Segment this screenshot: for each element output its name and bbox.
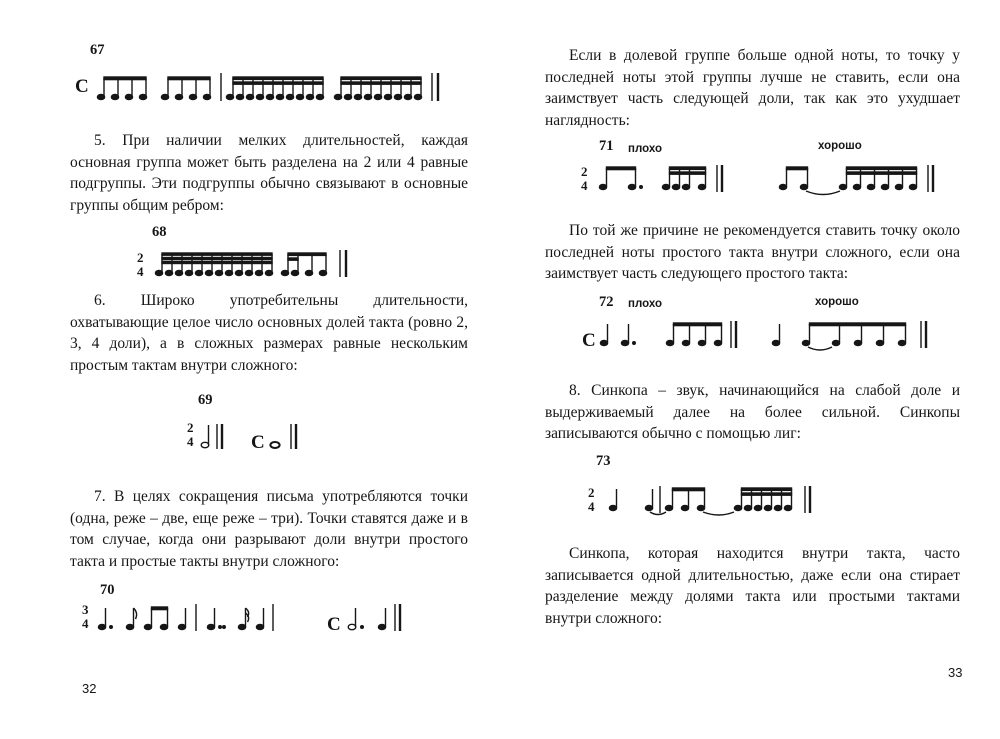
sixteenth-group-1 — [226, 77, 323, 100]
example-70-number: 70 — [100, 582, 115, 598]
label-bad-71: плохо — [628, 143, 662, 155]
time-sig-bottom: 4 — [137, 264, 144, 279]
example-71-number: 71 — [599, 138, 614, 154]
tie — [703, 512, 734, 515]
common-time-symbol: C — [75, 76, 89, 97]
example-73-notation — [586, 483, 846, 519]
paragraph-5: 5. При наличии мелких длительностей, каждая основная группа может быть разделена на 2 или 4 равные подгруппы. Эти подгруппы обычно связывают в основные группы общим ребром: — [70, 132, 468, 214]
label-good-71: хорошо — [818, 140, 862, 152]
example-71-notation — [578, 162, 948, 198]
example-67-notation — [70, 68, 450, 108]
time-sig-top: 2 — [187, 420, 194, 435]
time-sig-bottom: 4 — [581, 178, 588, 193]
example-73-number: 73 — [596, 453, 611, 469]
eighth-group-1 — [97, 77, 146, 100]
sixteenth-group-2 — [334, 77, 421, 100]
sixteenth-eighth-group — [281, 253, 326, 276]
label-bad-72: плохо — [628, 298, 662, 310]
example-69-number: 69 — [198, 392, 213, 408]
common-time-symbol: C — [251, 432, 265, 453]
right-page — [500, 0, 1000, 739]
page-number-left: 32 — [82, 681, 97, 696]
paragraph-same-reason: По той же причине не рекомендуется ставить точку около последней ноты простого такта внутри сложного, если она заимствует часть следующего простого такта: — [545, 222, 960, 282]
time-sig-bottom: 4 — [588, 499, 595, 514]
paragraph-6: 6. Широко употребительны длительности, охватывающие целое число основных долей такта (ровно 2, 3, 4 доли), а в сложных размерах равные нескольким простым тактам внутри сложного: — [70, 292, 468, 374]
tie — [806, 191, 840, 195]
paragraph-dot-rule: Если в долевой группе больше одной ноты, то точку у последней ноты этой группы лучше не ставить, если она заимствует часть следующей доли, так как это ухудшает наглядность: — [545, 47, 960, 129]
example-72-notation — [580, 318, 950, 354]
common-time-symbol: C — [582, 330, 596, 351]
half-note-head — [201, 442, 209, 447]
page-number-right: 33 — [948, 665, 963, 680]
example-72-number: 72 — [599, 294, 614, 310]
thirtysecond-group — [155, 253, 272, 276]
eighth-group-2 — [161, 77, 210, 100]
whole-note-head — [270, 442, 279, 448]
time-sig-top: 2 — [137, 250, 144, 265]
common-time-symbol: C — [327, 614, 341, 635]
time-sig-top: 2 — [581, 164, 588, 179]
example-70-notation — [80, 600, 440, 636]
example-69-notation — [183, 418, 323, 454]
example-68-number: 68 — [152, 224, 167, 240]
time-sig-bottom: 4 — [82, 616, 89, 631]
sixteenth-four — [662, 167, 705, 190]
paragraph-8: 8. Синкопа – звук, начинающийся на слабой доле и выдерживаемый далее на более сильной. Синкопы записываются обычно с помощью лиг: — [545, 382, 960, 442]
time-sig-top: 3 — [82, 602, 89, 617]
tie — [808, 347, 832, 350]
example-68-notation — [132, 248, 362, 284]
paragraph-syncopation-inside: Синкопа, которая находится внутри такта, часто записывается одной длительностью, даже если она стирает разделение между долями такта или простыми тактами внутри сложного: — [545, 545, 960, 627]
time-sig-top: 2 — [588, 485, 595, 500]
time-sig-bottom: 4 — [187, 434, 194, 449]
paragraph-7: 7. В целях сокращения письма употребляются точки (одна, реже – две, еще реже – три). Точки ставятся даже и в том случае, когда они разрывают доли внутри простого такта и простые такты внутри сложного: — [70, 488, 468, 570]
label-good-72: хорошо — [815, 296, 859, 308]
example-67-number: 67 — [90, 42, 105, 58]
